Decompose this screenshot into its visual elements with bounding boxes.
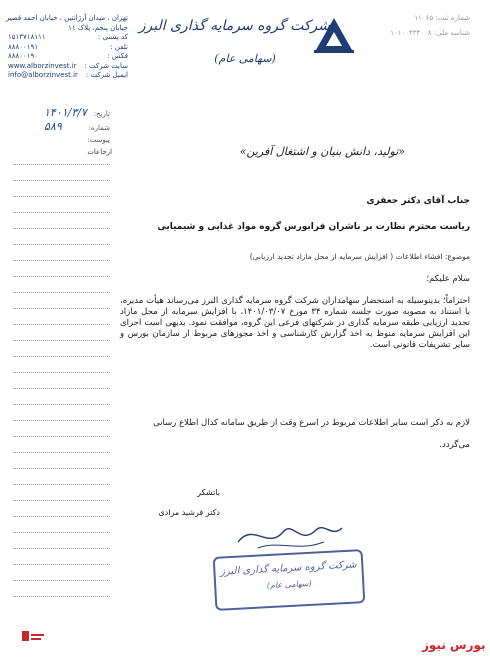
national-id: شناسه ملی: ۱۰۱۰۰۴۳۴۰۰۸: [390, 29, 470, 37]
fax-row: [8, 52, 128, 62]
number-row: [14, 120, 114, 136]
letter-subject: موضوع: افشاء اطلاعات ( افزایش سرمایه از محل مازاد تجدید ارزیابی): [249, 252, 470, 261]
margin-divider: [14, 180, 110, 181]
number-value: ۵۸۹: [44, 120, 62, 133]
postal-label: کد پستی :: [98, 33, 128, 41]
margin-divider: [14, 340, 110, 341]
signoff-thanks: باتشکر: [197, 488, 220, 497]
phone-label: تلفن :: [110, 42, 128, 51]
recipient-name: جناب آقای دکتر جعفری: [366, 196, 470, 206]
bourse-news-small-logo-icon: [22, 628, 46, 644]
margin-divider: [14, 548, 110, 549]
signature-icon: [228, 512, 348, 556]
margin-divider: [14, 596, 110, 597]
fax-number: ۸۸۸۰۰۱۹۰: [8, 52, 39, 60]
references-label: ارجاعات: [87, 148, 112, 156]
postal-row: [8, 33, 128, 43]
letter-paragraph-2: لازم به ذکر است سایر اطلاعات مربوط در اسرع وقت از طریق سامانه کدال اطلاع رسانی: [153, 418, 470, 428]
margin-divider: [14, 452, 110, 453]
website-row: [8, 62, 128, 72]
fax-label: فکس :: [107, 52, 128, 60]
margin-divider: [14, 212, 110, 213]
margin-divider: [14, 420, 110, 421]
margin-divider: [14, 308, 110, 309]
stamp-line-2: (سهامی عام): [266, 578, 312, 591]
phone-number: ۸۸۸۰۰۱۹۱: [8, 42, 39, 51]
margin-divider: [14, 468, 110, 469]
margin-divider: [14, 580, 110, 581]
margin-divider: [14, 324, 110, 325]
recipient-title: ریاست محترم نظارت بر ناشران فرابورس گروه مواد غذایی و شیمیایی: [157, 222, 470, 232]
address-line-2: خیابان پنجم، پلاک ۱۱: [68, 23, 128, 32]
date-label: تاریخ:: [93, 110, 110, 118]
margin-divider: [14, 500, 110, 501]
date-row: [14, 106, 114, 122]
letter-paragraph-1: احتراماً؛ بدینوسیله به استحضار سهامداران شرکت گروه سرمایه گذاری البرز می‌رساند هیأت مدیره، با استناد به مصوبه صورت جلسه شماره ۳۴ مورخ ۱۴۰۱/۰۳/۰۷، با افزایش سرمایه از محل مازاد تجدید ارزیابی طبقه سرمایه گذاری در شرکتهای فرعی این گروه، موافقت نمود. بدیهی است اجرای این افزایش سرمایه منوط به اخذ گزارش کارشناسی و اخذ مجوزهای مربوط از سازمان بورس و سایر تشریفات قانونی است.: [120, 296, 470, 350]
margin-divider: [14, 244, 110, 245]
greeting: سلام علیکم؛: [426, 274, 470, 284]
website-link[interactable]: www.alborzinvest.ir: [8, 61, 77, 70]
postal-code: ۱۵۱۳۷۱۸۱۱۱: [8, 33, 46, 41]
company-stamp: [213, 549, 366, 611]
margin-divider: [14, 228, 110, 229]
website-label: سایت شرکت :: [84, 61, 128, 70]
margin-divider: [14, 372, 110, 373]
date-value: ۱۴۰۱/۳/۷: [44, 106, 87, 119]
bourse-news-watermark: بورس نیوز: [422, 638, 486, 652]
letter-paragraph-2-end: می‌گردد.: [439, 440, 470, 450]
margin-divider: [14, 196, 110, 197]
email-label: ایمیل شرکت :: [85, 71, 128, 79]
margin-divider: [14, 436, 110, 437]
attachment-label: پیوست:: [87, 136, 110, 144]
stamp-line-1: شرکت گروه سرمایه گذاری البرز: [219, 559, 357, 578]
email-link[interactable]: info@alborzinvest.ir: [8, 71, 78, 79]
margin-divider: [14, 484, 110, 485]
contact-block: [5, 14, 128, 81]
margin-divider: [14, 164, 110, 165]
signatory-name: دکتر فرشید مرادی: [158, 508, 220, 517]
number-label: شماره:: [88, 124, 110, 132]
phone-row: [8, 43, 128, 53]
margin-divider: [14, 388, 110, 389]
email-row: [8, 71, 128, 81]
margin-divider: [14, 276, 110, 277]
address-line-1: تهران ، میدان آرژانتین ، خیابان احمد قصیر: [5, 14, 128, 22]
margin-divider: [14, 516, 110, 517]
margin-divider: [14, 404, 110, 405]
bourse-news-small-logo-icon: [22, 628, 46, 644]
margin-divider: [14, 292, 110, 293]
margin-divider: [14, 356, 110, 357]
company-type: (سهامی عام): [214, 52, 276, 65]
company-name: شرکت گروه سرمایه گذاری البرز: [138, 18, 330, 34]
margin-divider: [14, 260, 110, 261]
margin-divider: [14, 564, 110, 565]
margin-divider: [14, 532, 110, 533]
attachment-row: [14, 136, 114, 148]
slogan: «تولید، دانش بنیان و اشتغال آفرین»: [239, 145, 405, 158]
registration-number: شماره ثبت: ۱۱۰۶۵: [414, 14, 470, 22]
